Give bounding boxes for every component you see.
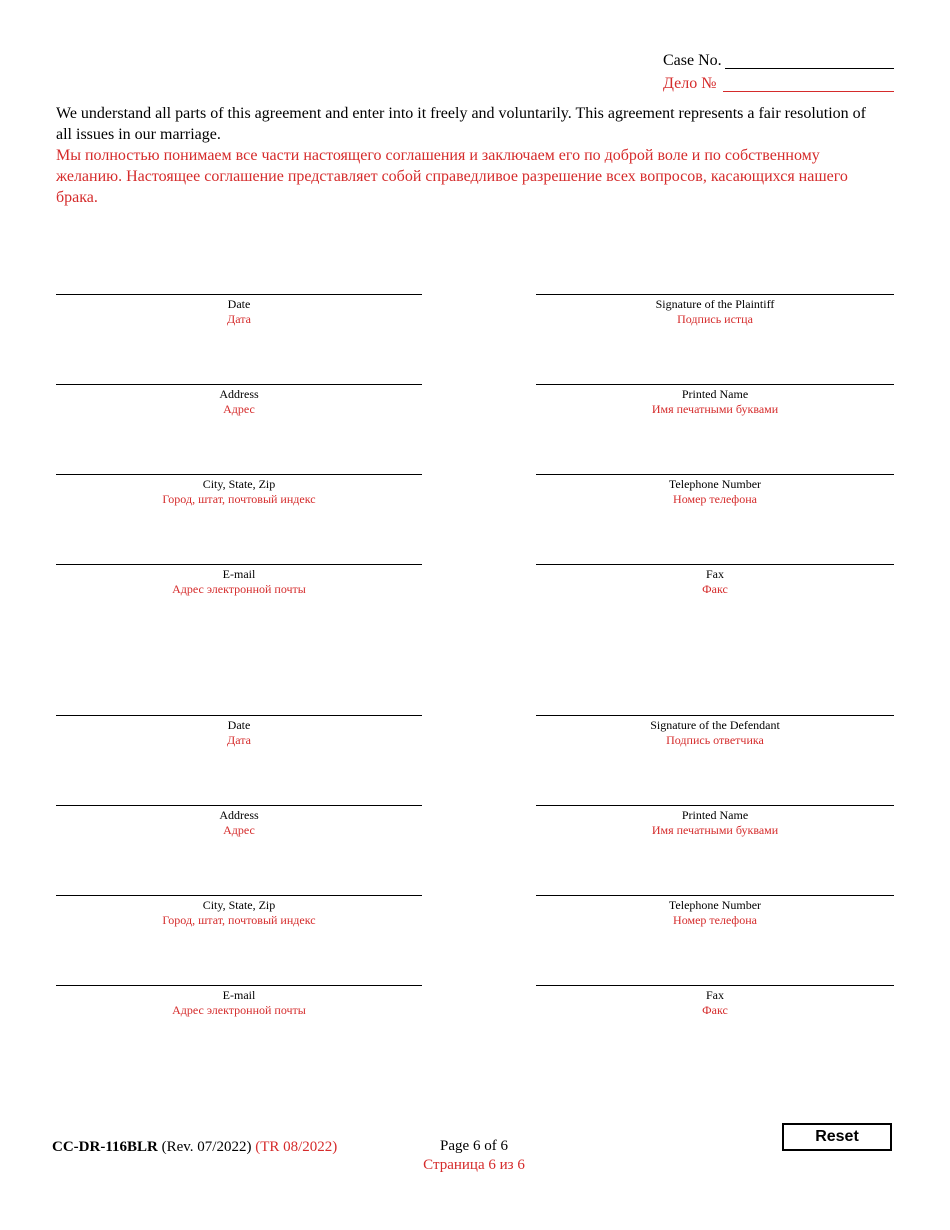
plaintiff-signature-field xyxy=(536,294,894,326)
field-label: Fax xyxy=(706,567,724,581)
field-label-ru: Адрес электронной почты xyxy=(172,1003,306,1017)
field-label-ru: Имя печатными буквами xyxy=(651,823,779,837)
case-number-line-ru[interactable] xyxy=(723,91,894,92)
field-label: City, State, Zip xyxy=(202,477,276,491)
field-label: E-mail xyxy=(222,988,256,1002)
field-label-ru: Подпись ответчика xyxy=(666,733,764,747)
defendant-email-input[interactable] xyxy=(56,960,422,984)
plaintiff-city-state-zip-field xyxy=(56,474,422,506)
agreement-statement: We understand all parts of this agreement and enter into it freely and voluntarily. This agreement represents a fair resolution of all issues in our marriage. xyxy=(56,105,866,143)
defendant-address-input[interactable] xyxy=(56,780,422,804)
field-label-ru: Номер телефона xyxy=(673,913,757,927)
field-label-ru: Адрес xyxy=(223,823,255,837)
plaintiff-printed-name-input[interactable] xyxy=(536,359,894,383)
page-number-en: Page 6 of 6 xyxy=(440,1138,508,1154)
field-label-ru: Город, штат, почтовый индекс xyxy=(162,492,316,506)
field-label-ru: Адрес электронной почты xyxy=(172,582,306,596)
field-label: Telephone Number xyxy=(668,898,762,912)
reset-button[interactable]: Reset xyxy=(782,1123,892,1151)
field-label: Address xyxy=(219,808,259,822)
defendant-city-state-zip-field xyxy=(56,895,422,927)
field-label-ru: Факс xyxy=(702,1003,728,1017)
page-number xyxy=(400,1137,548,1175)
field-label: Printed Name xyxy=(681,808,749,822)
defendant-date-field xyxy=(56,715,422,747)
defendant-date-input[interactable] xyxy=(56,690,422,714)
field-label-ru: Адрес xyxy=(223,402,255,416)
field-label-ru: Дата xyxy=(227,733,251,747)
defendant-printed-name-input[interactable] xyxy=(536,780,894,804)
defendant-printed-name-field xyxy=(536,805,894,837)
plaintiff-date-input[interactable] xyxy=(56,269,422,293)
case-number-label-ru: Дело № xyxy=(663,75,717,92)
field-label: Fax xyxy=(706,988,724,1002)
plaintiff-printed-name-field xyxy=(536,384,894,416)
defendant-email-field xyxy=(56,985,422,1017)
field-label-ru: Имя печатными буквами xyxy=(651,402,779,416)
plaintiff-fax-input[interactable] xyxy=(536,539,894,563)
defendant-fax-input[interactable] xyxy=(536,960,894,984)
defendant-telephone-field xyxy=(536,895,894,927)
field-label: City, State, Zip xyxy=(202,898,276,912)
defendant-signature-input[interactable] xyxy=(536,690,894,714)
field-label-ru: Дата xyxy=(227,312,251,326)
plaintiff-telephone-input[interactable] xyxy=(536,449,894,473)
field-label: Address xyxy=(219,387,259,401)
field-label-ru: Номер телефона xyxy=(673,492,757,506)
plaintiff-city-state-zip-input[interactable] xyxy=(56,449,422,473)
plaintiff-fax-field xyxy=(536,564,894,596)
form-revision: (Rev. 07/2022) xyxy=(161,1139,252,1155)
page-number-ru: Страница 6 из 6 xyxy=(423,1157,525,1173)
defendant-city-state-zip-input[interactable] xyxy=(56,870,422,894)
defendant-fax-field xyxy=(536,985,894,1017)
defendant-signature-field xyxy=(536,715,894,747)
field-label: Telephone Number xyxy=(668,477,762,491)
plaintiff-email-input[interactable] xyxy=(56,539,422,563)
plaintiff-address-field xyxy=(56,384,422,416)
field-label-ru: Подпись истца xyxy=(677,312,753,326)
field-label: E-mail xyxy=(222,567,256,581)
plaintiff-signature-input[interactable] xyxy=(536,269,894,293)
plaintiff-email-field xyxy=(56,564,422,596)
form-translation-revision: (TR 08/2022) xyxy=(255,1139,338,1155)
field-label: Date xyxy=(227,297,251,311)
plaintiff-address-input[interactable] xyxy=(56,359,422,383)
form-identifier xyxy=(52,1139,337,1156)
field-label: Signature of the Plaintiff xyxy=(655,297,775,311)
defendant-telephone-input[interactable] xyxy=(536,870,894,894)
field-label: Signature of the Defendant xyxy=(650,718,780,732)
plaintiff-telephone-field xyxy=(536,474,894,506)
field-label-ru: Факс xyxy=(702,582,728,596)
agreement-statement-ru: Мы полностью понимаем все части настоящего соглашения и заключаем его по доброй воле и по собственному желанию. Настоящее соглашение представляет собой справедливое разрешение всех вопросов, касающихся нашего брака. xyxy=(56,147,848,206)
defendant-address-field xyxy=(56,805,422,837)
field-label: Printed Name xyxy=(681,387,749,401)
plaintiff-date-field xyxy=(56,294,422,326)
field-label: Date xyxy=(227,718,251,732)
case-number-label: Case No. xyxy=(663,52,722,69)
form-code: CC-DR-116BLR xyxy=(52,1139,158,1155)
case-number-line[interactable] xyxy=(725,68,894,69)
field-label-ru: Город, штат, почтовый индекс xyxy=(162,913,316,927)
